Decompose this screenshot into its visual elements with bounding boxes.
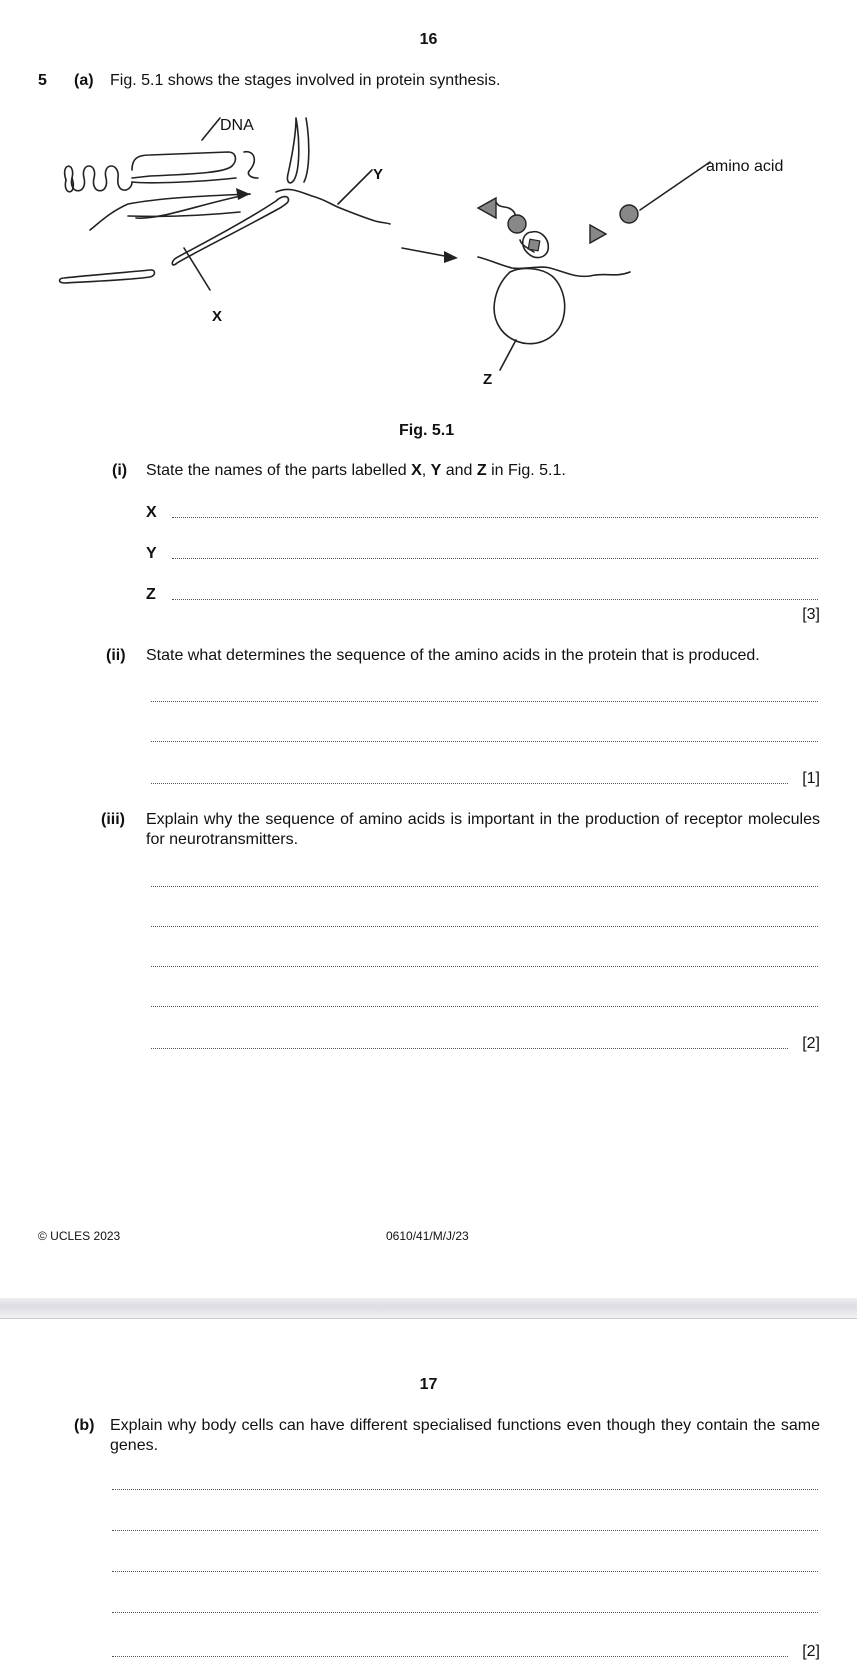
footer-code: 0610/41/M/J/23 [386,1229,469,1243]
mrna-strand-y [276,189,390,224]
amino-acid-triangle-free [590,225,606,243]
ribosome [494,269,565,344]
amino-acid-circle-free [620,205,638,223]
mark-b: [2] [802,1643,820,1660]
q-iii-label: (iii) [101,811,125,828]
label-z: Z [483,371,493,388]
mark-ii: [1] [802,770,820,787]
answer-line-iii-4[interactable] [151,1006,818,1007]
answer-line-b-4[interactable] [112,1612,818,1613]
answer-line-b-5[interactable] [112,1656,788,1657]
part-b-label: (b) [74,1417,95,1434]
answer-line-z[interactable] [172,599,818,600]
part-a-label: (a) [74,72,94,89]
q-ii-text: State what determines the sequence of the amino acids in the protein that is produced. [146,647,760,664]
dna-strand-top [132,152,235,178]
mrna-strand-x [172,197,288,265]
answer-line-b-3[interactable] [112,1571,818,1572]
part-b-text: Explain why body cells can have different specialised functions even though they contain the same genes. [110,1417,820,1454]
answer-line-ii-2[interactable] [151,741,818,742]
dna-helix [65,166,132,191]
answer-line-b-2[interactable] [112,1530,818,1531]
q-i-text: State the names of the parts labelled X, Y and Z in Fig. 5.1. [146,462,566,479]
label-amino-acid: amino acid [706,158,784,175]
answer-line-iii-1[interactable] [151,886,818,887]
mark-iii: [2] [802,1035,820,1052]
q-ii-label: (ii) [106,647,126,664]
answer-line-b-1[interactable] [112,1489,818,1490]
answer-label-x: X [146,504,157,521]
answer-line-iii-5[interactable] [151,1048,788,1049]
answer-label-z: Z [146,586,156,603]
amino-acid-circle-bound [508,215,526,233]
page-divider [0,1298,857,1319]
answer-line-y[interactable] [172,558,818,559]
footer-copyright: © UCLES 2023 [38,1229,121,1243]
answer-line-iii-2[interactable] [151,926,818,927]
answer-label-y: Y [146,545,157,562]
q-iii-text: Explain why the sequence of amino acids is important in the production of receptor molecules for neurotransmitters. [146,811,820,848]
question-number: 5 [38,72,47,89]
q-i-label: (i) [112,462,128,479]
protein-synthesis-figure [0,100,857,400]
figure-caption: Fig. 5.1 [399,422,455,439]
amino-acid-triangle-left [478,198,496,218]
page-number-17: 17 [419,1376,438,1393]
mark-i: [3] [802,606,820,623]
answer-line-ii-3[interactable] [151,783,788,784]
page-number: 16 [419,31,438,48]
part-a-text: Fig. 5.1 shows the stages involved in protein synthesis. [110,72,501,89]
amino-acid-square [528,239,540,251]
label-y: Y [373,166,384,183]
answer-line-x[interactable] [172,517,818,518]
label-dna: DNA [220,117,254,134]
answer-line-iii-3[interactable] [151,966,818,967]
label-x: X [212,308,223,325]
answer-line-ii-1[interactable] [151,701,818,702]
